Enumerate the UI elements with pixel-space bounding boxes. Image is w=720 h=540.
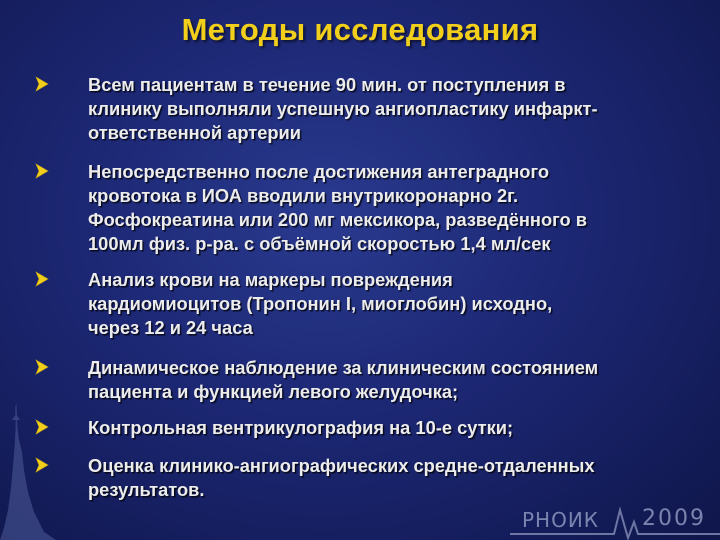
- arrowhead-bullet-icon: [35, 271, 49, 287]
- bullet-text: Непосредственно после достижения антеградного кровотока в ИОА вводили внутрикоронарно 2г. Фосфокреатина или 200 мг мексикора, разведённого в 100мл физ. р-ра. с объёмной скоростью 1,4 мл/сек: [88, 161, 587, 254]
- bullet-text: Всем пациентам в течение 90 мин. от поступления в клинику выполняли успешную ангиопластику инфаркт- ответственной артерии: [88, 74, 598, 143]
- conference-logo: [510, 500, 720, 540]
- logo-year: 2009: [642, 506, 706, 531]
- arrowhead-bullet-icon: [35, 359, 49, 375]
- arrowhead-bullet-icon: [35, 76, 49, 92]
- arrowhead-bullet-icon: [35, 163, 49, 179]
- bullet-text: Анализ крови на маркеры повреждения кардиомиоцитов (Тропонин I, миоглобин) исходно, через 12 и 24 часа: [88, 269, 553, 338]
- spire-silhouette-icon: [0, 400, 60, 540]
- bullet-text: Оценка клинико-ангиографических средне-отдаленных результатов.: [88, 455, 595, 500]
- slide-title: Методы исследования: [181, 12, 539, 47]
- logo-name: РНОИК: [522, 508, 600, 532]
- bullet-text: Контрольная вентрикулография на 10-е сутки;: [88, 417, 514, 438]
- bullet-text: Динамическое наблюдение за клиническим состоянием пациента и функцией левого желудочка;: [88, 357, 599, 402]
